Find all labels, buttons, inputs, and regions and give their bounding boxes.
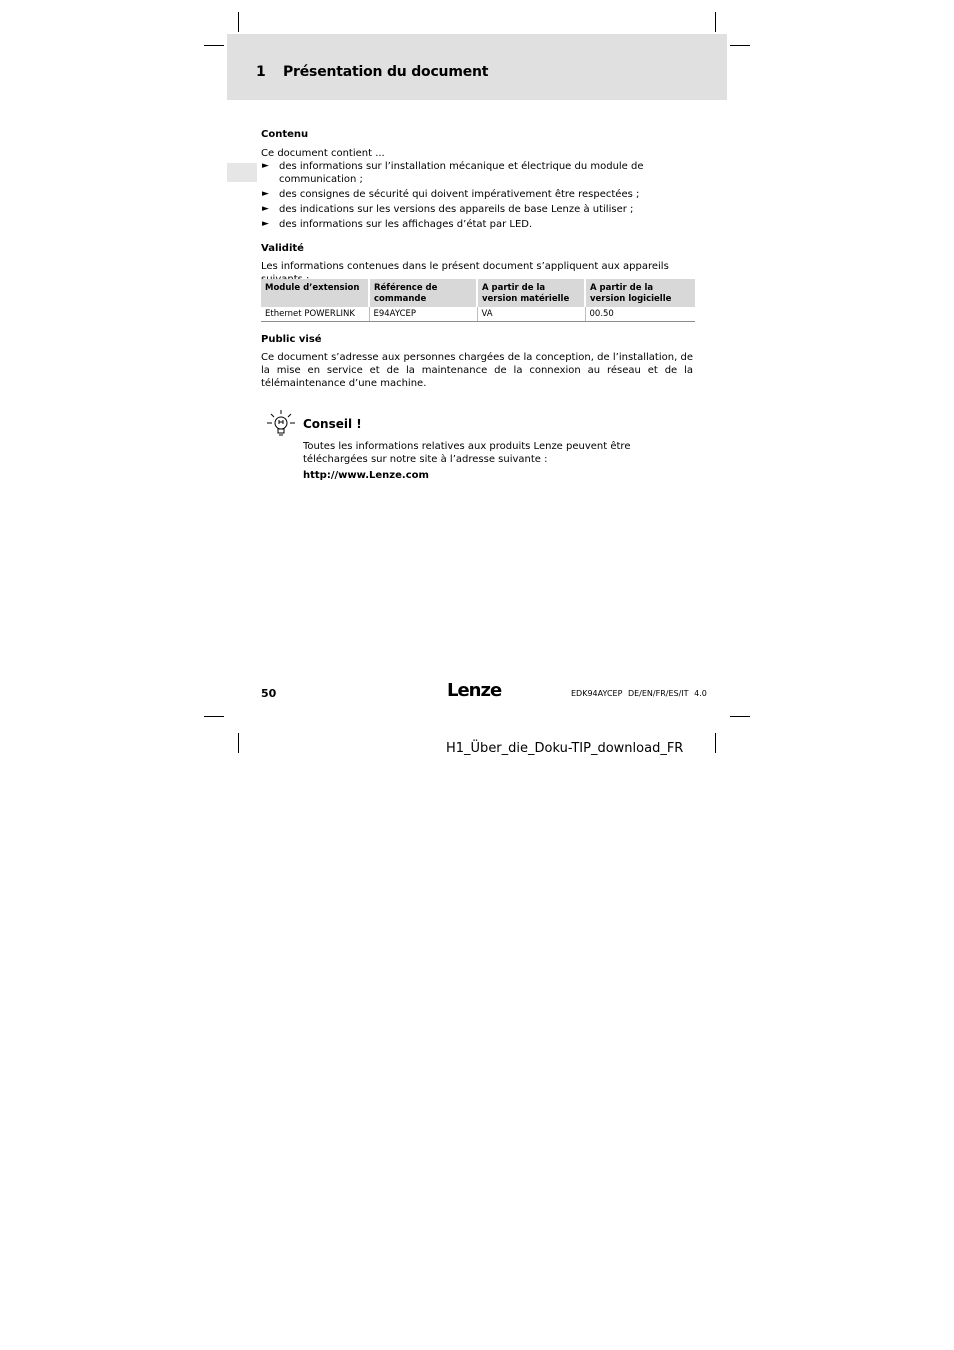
public-heading: Public visé — [261, 334, 322, 345]
public-text: Ce document s’adresse aux personnes chargées de la conception, de l’installation, de la mise en service et de la maintenance de la connexion au réseau et de la télémaintenance d’une machine. — [261, 352, 693, 389]
lenze-logo: Lenze — [447, 680, 502, 701]
chapter-title: Présentation du document — [283, 64, 489, 80]
bullet-arrow-icon: ► — [262, 189, 269, 199]
lightbulb-icon — [266, 408, 296, 438]
website-link[interactable]: http://www.Lenze.com — [303, 470, 429, 481]
crop-mark — [730, 716, 750, 717]
table-cell: VA — [477, 307, 585, 322]
crop-mark — [715, 733, 716, 753]
column-header: Référence de commande — [369, 279, 477, 307]
validite-text: Les informations contenues dans le présent document s’appliquent aux appareils — [261, 261, 669, 272]
table-header-row — [261, 279, 695, 307]
bullet-arrow-icon: ► — [262, 204, 269, 214]
validity-table — [261, 279, 695, 322]
file-name-label: H1_Über_die_Doku-TIP_download_FR — [446, 741, 684, 756]
crop-mark — [238, 733, 239, 753]
crop-mark — [730, 45, 750, 46]
document-reference: EDK94AYCEP DE/EN/FR/ES/IT 4.0 — [571, 689, 707, 698]
list-item: ► des indications sur les versions des appareils de base Lenze à utiliser ; — [262, 204, 634, 215]
bullet-arrow-icon: ► — [262, 219, 269, 229]
table-row — [261, 307, 695, 322]
side-tab-marker — [227, 163, 257, 182]
list-item: ► des informations sur les affichages d’état par LED. — [262, 219, 533, 230]
table-cell: 00.50 — [585, 307, 695, 322]
table-cell: E94AYCEP — [369, 307, 477, 322]
chapter-number: 1 — [256, 64, 266, 80]
public-section — [261, 333, 693, 390]
contenu-heading: Contenu — [261, 129, 309, 140]
contenu-intro: Ce document contient ... — [261, 148, 385, 159]
bullet-arrow-icon: ► — [262, 161, 269, 171]
column-header: A partir de la version matérielle — [477, 279, 585, 307]
column-header: Module d’extension — [261, 279, 369, 307]
contenu-list — [261, 160, 693, 231]
crop-mark — [204, 45, 224, 46]
page-title — [256, 64, 488, 80]
validite-heading: Validité — [261, 243, 304, 254]
crop-mark — [238, 12, 239, 32]
table-cell: Ethernet POWERLINK — [261, 307, 369, 322]
list-item: ► des informations sur l’installation mécanique et électrique du module de communication ; — [262, 161, 644, 185]
contenu-section — [261, 128, 693, 233]
crop-mark — [715, 12, 716, 32]
tip-text: Toutes les informations relatives aux produits Lenze peuvent être téléchargées sur notre site à l’adresse suivante : — [303, 441, 631, 465]
crop-mark — [204, 716, 224, 717]
column-header: A partir de la version logicielle — [585, 279, 695, 307]
page-number: 50 — [261, 687, 277, 700]
list-item: ► des consignes de sécurité qui doivent impérativement être respectées ; — [262, 189, 640, 200]
tip-title: Conseil ! — [303, 417, 362, 431]
